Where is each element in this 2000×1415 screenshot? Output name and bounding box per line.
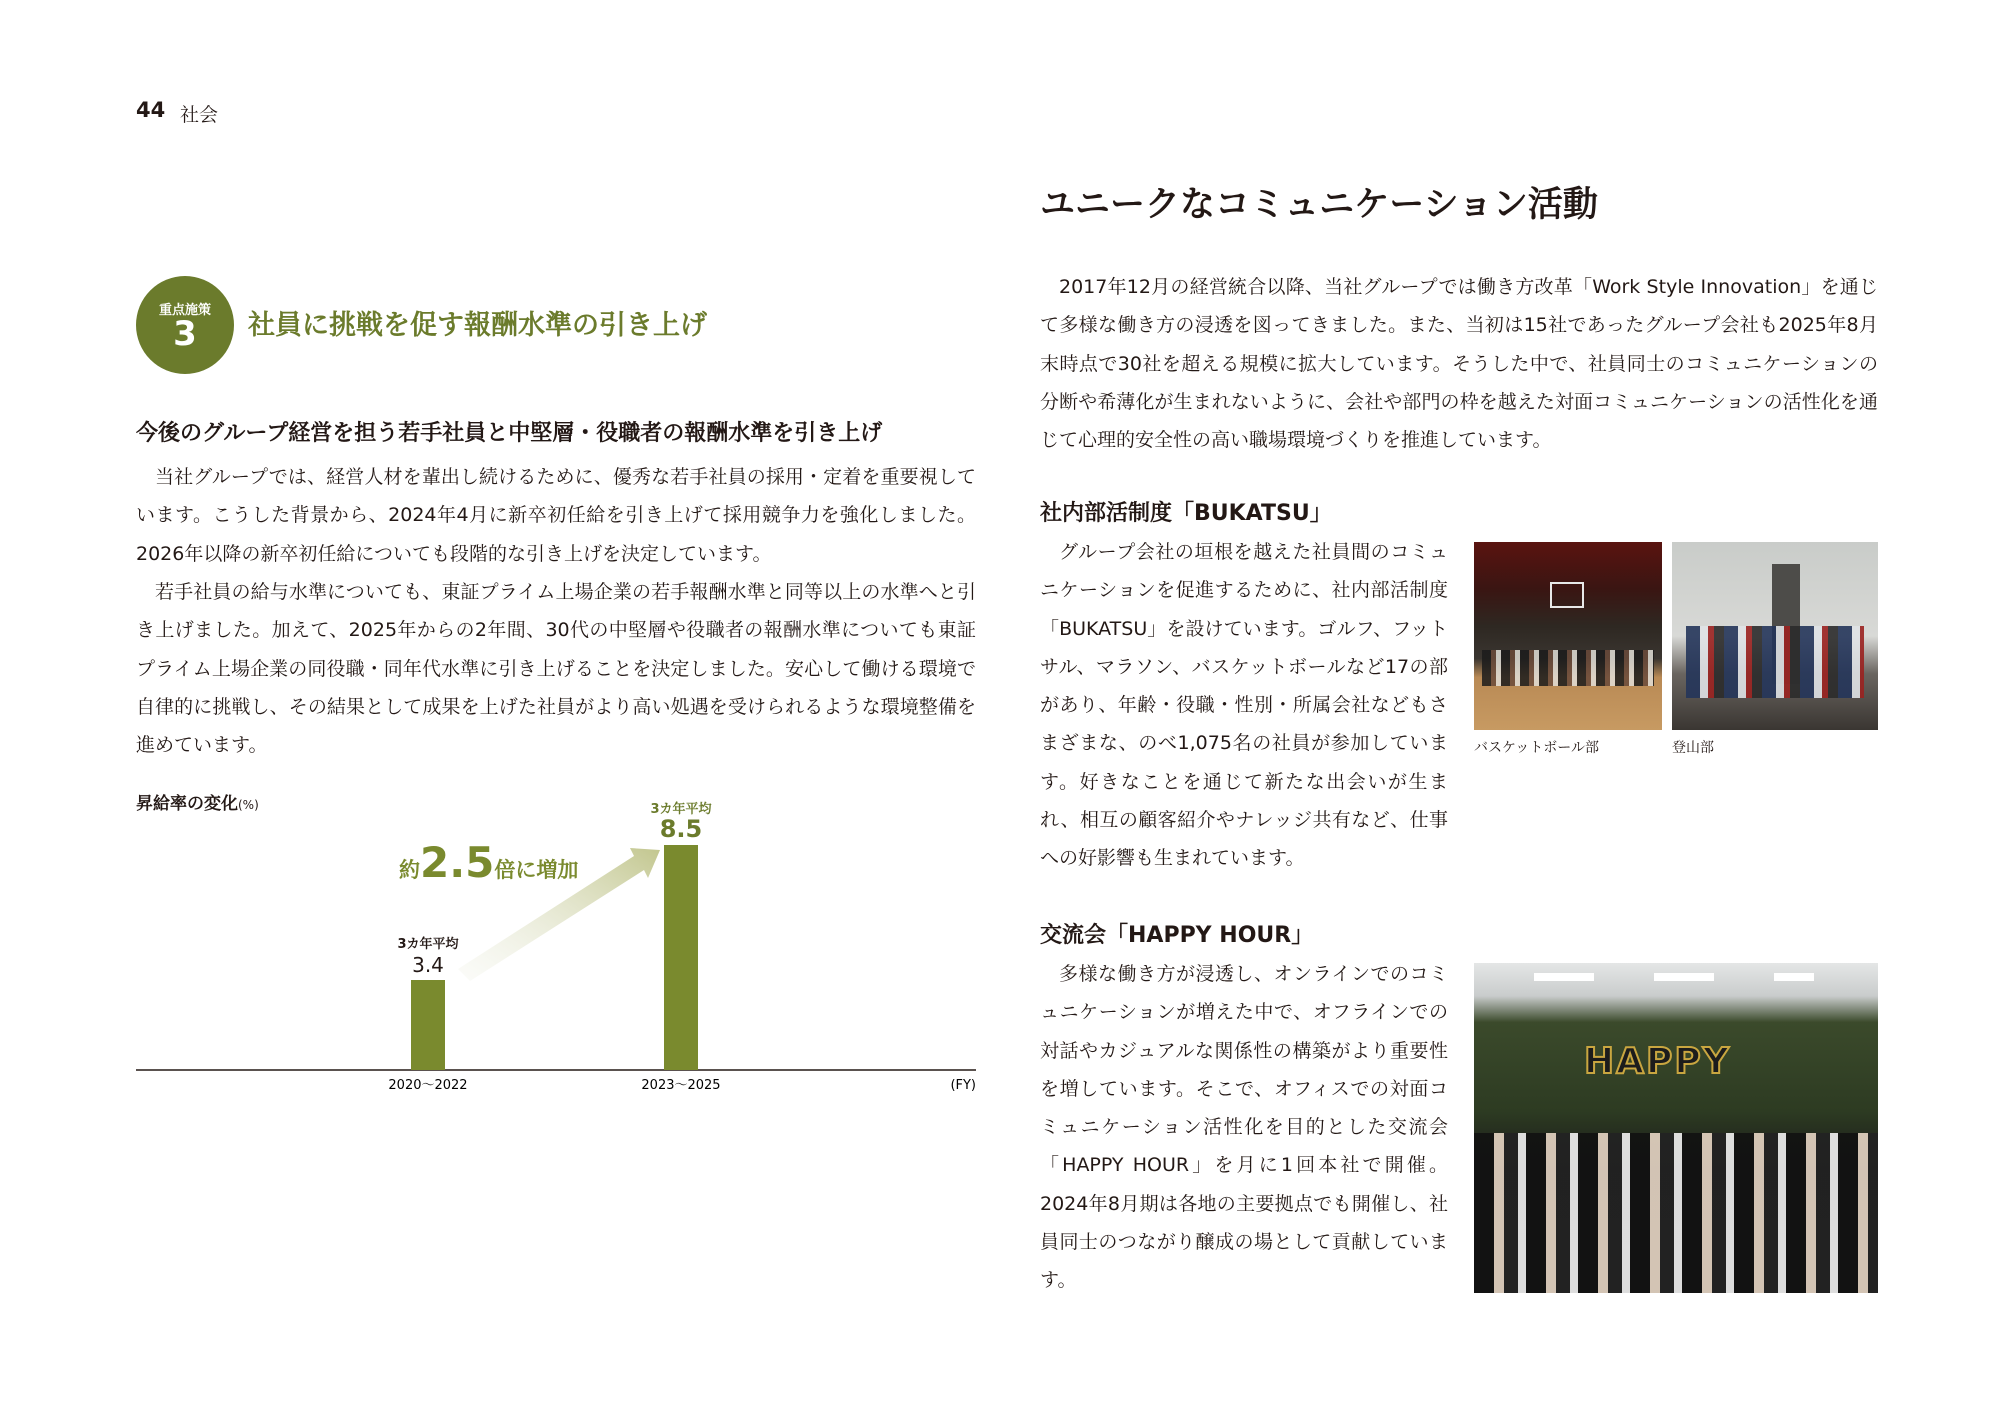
page-number: 44: [136, 98, 166, 122]
basketball-caption: バスケットボール部: [1474, 740, 1600, 756]
happy-hour-photo: [1474, 963, 1878, 1293]
value-caption-0: 3カ年平均: [397, 937, 459, 952]
hiking-club-photo: [1672, 542, 1878, 730]
increase-annotation: [399, 838, 578, 887]
section-heading: ユニークなコミュニケーション活動: [1040, 185, 1598, 225]
raise-rate-chart: [136, 795, 976, 1095]
measure-title: 社員に挑戦を促す報酬水準の引き上げ: [248, 310, 707, 341]
group-shape: [1686, 626, 1864, 698]
ceiling-lights-shape: [1534, 973, 1814, 981]
basketball-club-photo: [1474, 542, 1662, 730]
annotation-prefix: 約: [399, 858, 420, 882]
section-label: 社会: [180, 104, 219, 126]
group-shape: [1482, 650, 1654, 686]
happy-hour-heading: 交流会「HAPPY HOUR」: [1040, 923, 1314, 948]
bar-2023～2025: [664, 845, 698, 1070]
measure-paragraph-1: 当社グループでは、経営人材を輩出し続けるために、優秀な若手社員の採用・定着を重要視しています。こうした背景から、2024年4月に新卒初任給を引き上げて採用競争力を強化しました。2026年以降の新卒初任給についても段階的な引き上げを決定しています。: [136, 466, 976, 565]
x-tick-label-1: 2023～2025: [641, 1078, 721, 1093]
hoop-shape: [1550, 582, 1584, 608]
measure-badge: [136, 276, 234, 374]
happy-hour-paragraph: 多様な働き方が浸透し、オンラインでのコミュニケーションが増えた中で、オフラインでの対話やカジュアルな関係性の構築がより重要性を増しています。そこで、オフィスでの対面コミュニケーション活性化を目的とした交流会「HAPPY HOUR」を月に1回本社で開催。2024年8月期は各地の主要拠点でも開催し、社員同士のつながり醸成の場として貢献しています。: [1040, 963, 1448, 1292]
group-shape: [1474, 1133, 1878, 1293]
bar-2020～2022: [411, 980, 445, 1070]
balloon-letters: HAPPY: [1584, 1041, 1731, 1082]
annotation-value: 2.5: [420, 838, 495, 887]
measure-subheading: 今後のグループ経営を担う若手社員と中堅層・役職者の報酬水準を引き上げ: [136, 421, 883, 446]
measure-badge-label: 重点施策: [158, 303, 211, 318]
value-caption-1: 3カ年平均: [650, 802, 712, 817]
chart-title-text: 昇給率の変化: [136, 794, 238, 814]
hiking-caption: 登山部: [1672, 740, 1714, 756]
measure-paragraph-2: 若手社員の給与水準についても、東証プライム上場企業の若手報酬水準と同等以上の水準へと引き上げました。加えて、2025年からの2年間、30代の中堅層や役職者の報酬水準についても東証プライム上場企業の同役職・同年代水準に引き上げることを決定しました。安心して働ける環境で自律的に挑戦し、その結果として成果を上げた社員がより高い処遇を受けられるような環境整備を進めています。: [136, 581, 976, 757]
chart-unit: (%): [238, 798, 259, 812]
annotation-suffix: 倍に増加: [494, 858, 579, 882]
data-label-1: 8.5: [659, 815, 703, 843]
data-label-0: 3.4: [412, 953, 444, 977]
bukatsu-paragraph: グループ会社の垣根を越えた社員間のコミュニケーションを促進するために、社内部活制度「BUKATSU」を設けています。ゴルフ、フットサル、マラソン、バスケットボールなど17の部があり、年齢・役職・性別・所属会社などもさまざまな、のべ1,075名の社員が参加しています。好きなことを通じて新たな出会いが生まれ、相互の顧客紹介やナレッジ共有など、仕事への好影響も生まれています。: [1040, 541, 1448, 870]
intro-paragraph: 2017年12月の経営統合以降、当社グループでは働き方改革「Work Style Innovation」を通じて多様な働き方の浸透を図ってきました。また、当初は15社であったグループ会社も2025年8月末時点で30社を超える規模に拡大しています。そうした中で、社員同士のコミュニケーションの分断や希薄化が生まれないように、会社や部門の枠を越えた対面コミュニケーションの活性化を通じて心理的安全性の高い職場環境づくりを推進しています。: [1040, 276, 1878, 452]
bukatsu-heading: 社内部活制度「BUKATSU」: [1040, 501, 1332, 526]
x-axis-unit: (FY): [950, 1078, 976, 1093]
measure-badge-number: 3: [173, 314, 197, 354]
x-tick-label-0: 2020～2022: [388, 1078, 468, 1093]
